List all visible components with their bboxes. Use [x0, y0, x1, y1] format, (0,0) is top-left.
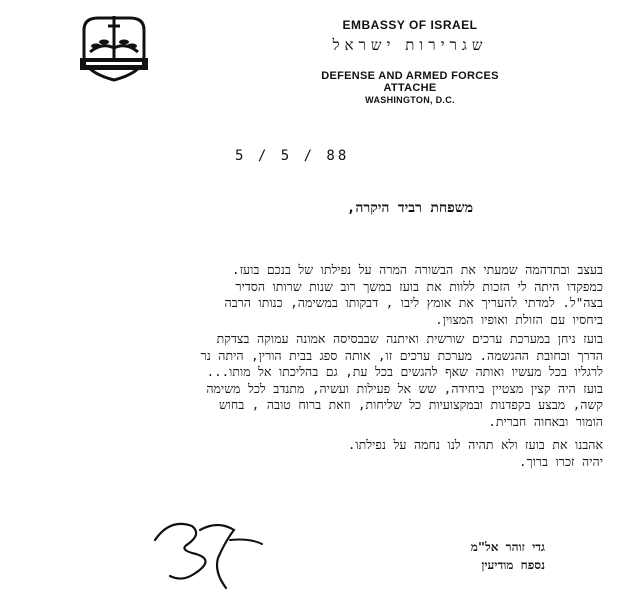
- letter-date: 5 / 5 / 88: [235, 148, 350, 164]
- idf-emblem-icon: [70, 12, 158, 84]
- text-line: בועז היה קצין מצטיין ביחידה, שש אל פעילות ועשיה, מתנדב לכל משימה: [206, 380, 603, 396]
- text-line: אהבנו את בועז ולא תהיה לנו נחמה על נפילתו.: [347, 437, 603, 452]
- text-line: קשה, מבצע בקפדנות ובמקצועיות כל שליחות, וזאת ברוח טובה , בחוש: [218, 397, 603, 412]
- text-line: לרגליו בכל מעשיו ואותה שאף להגשים בכל עת, גם בהליכתו אל מותו...: [206, 364, 603, 379]
- text-line: כמפקדו היתה לי הזכות ללוות את בועז במשך רוב שנות שרותו הסדיר: [235, 278, 603, 294]
- salutation: משפחת רביד היקרה,: [346, 200, 473, 216]
- text-line: בעצב ובתדהמה שמעתי את הבשורה המרה על נפילתו של בנכם בועז.: [232, 262, 603, 277]
- text-line: הדרך ובחובת ההגשמה. מערכת ערכים זו, אותה ספג בבית הורין, היתה נר: [200, 347, 603, 363]
- embassy-name: EMBASSY OF ISRAEL: [342, 18, 478, 32]
- text-line: יהיה זכרו ברוך.: [519, 453, 603, 469]
- signature-name: גדי זוהר אל"מ: [470, 540, 545, 554]
- text-line: הומור ובאחוה חברית.: [488, 413, 603, 429]
- handwritten-signature: [130, 500, 280, 595]
- signature-title: נספח מודיעין: [481, 558, 545, 572]
- letterhead-location: WASHINGTON, D.C.: [365, 95, 455, 105]
- text-line: בועז ניחן במערכת ערכים שורשית ואיתנה שבבסיסה אמונה עמוקה בצדקת: [216, 331, 603, 346]
- text-line: בצה"ל. למדתי להעריך את אומץ ליבו , דבקותו במשימה, כנותו הרבה: [224, 295, 603, 310]
- attache-title: DEFENSE AND ARMED FORCES ATTACHE: [321, 70, 499, 94]
- embassy-name-hebrew: שגרירות ישראל: [332, 36, 488, 54]
- text-line: ביחסיו עם הזולת ואופיו המצוין.: [435, 311, 603, 327]
- body-paragraph: [13, 262, 603, 328]
- body-paragraph: [13, 331, 603, 430]
- body-paragraph: [13, 437, 603, 470]
